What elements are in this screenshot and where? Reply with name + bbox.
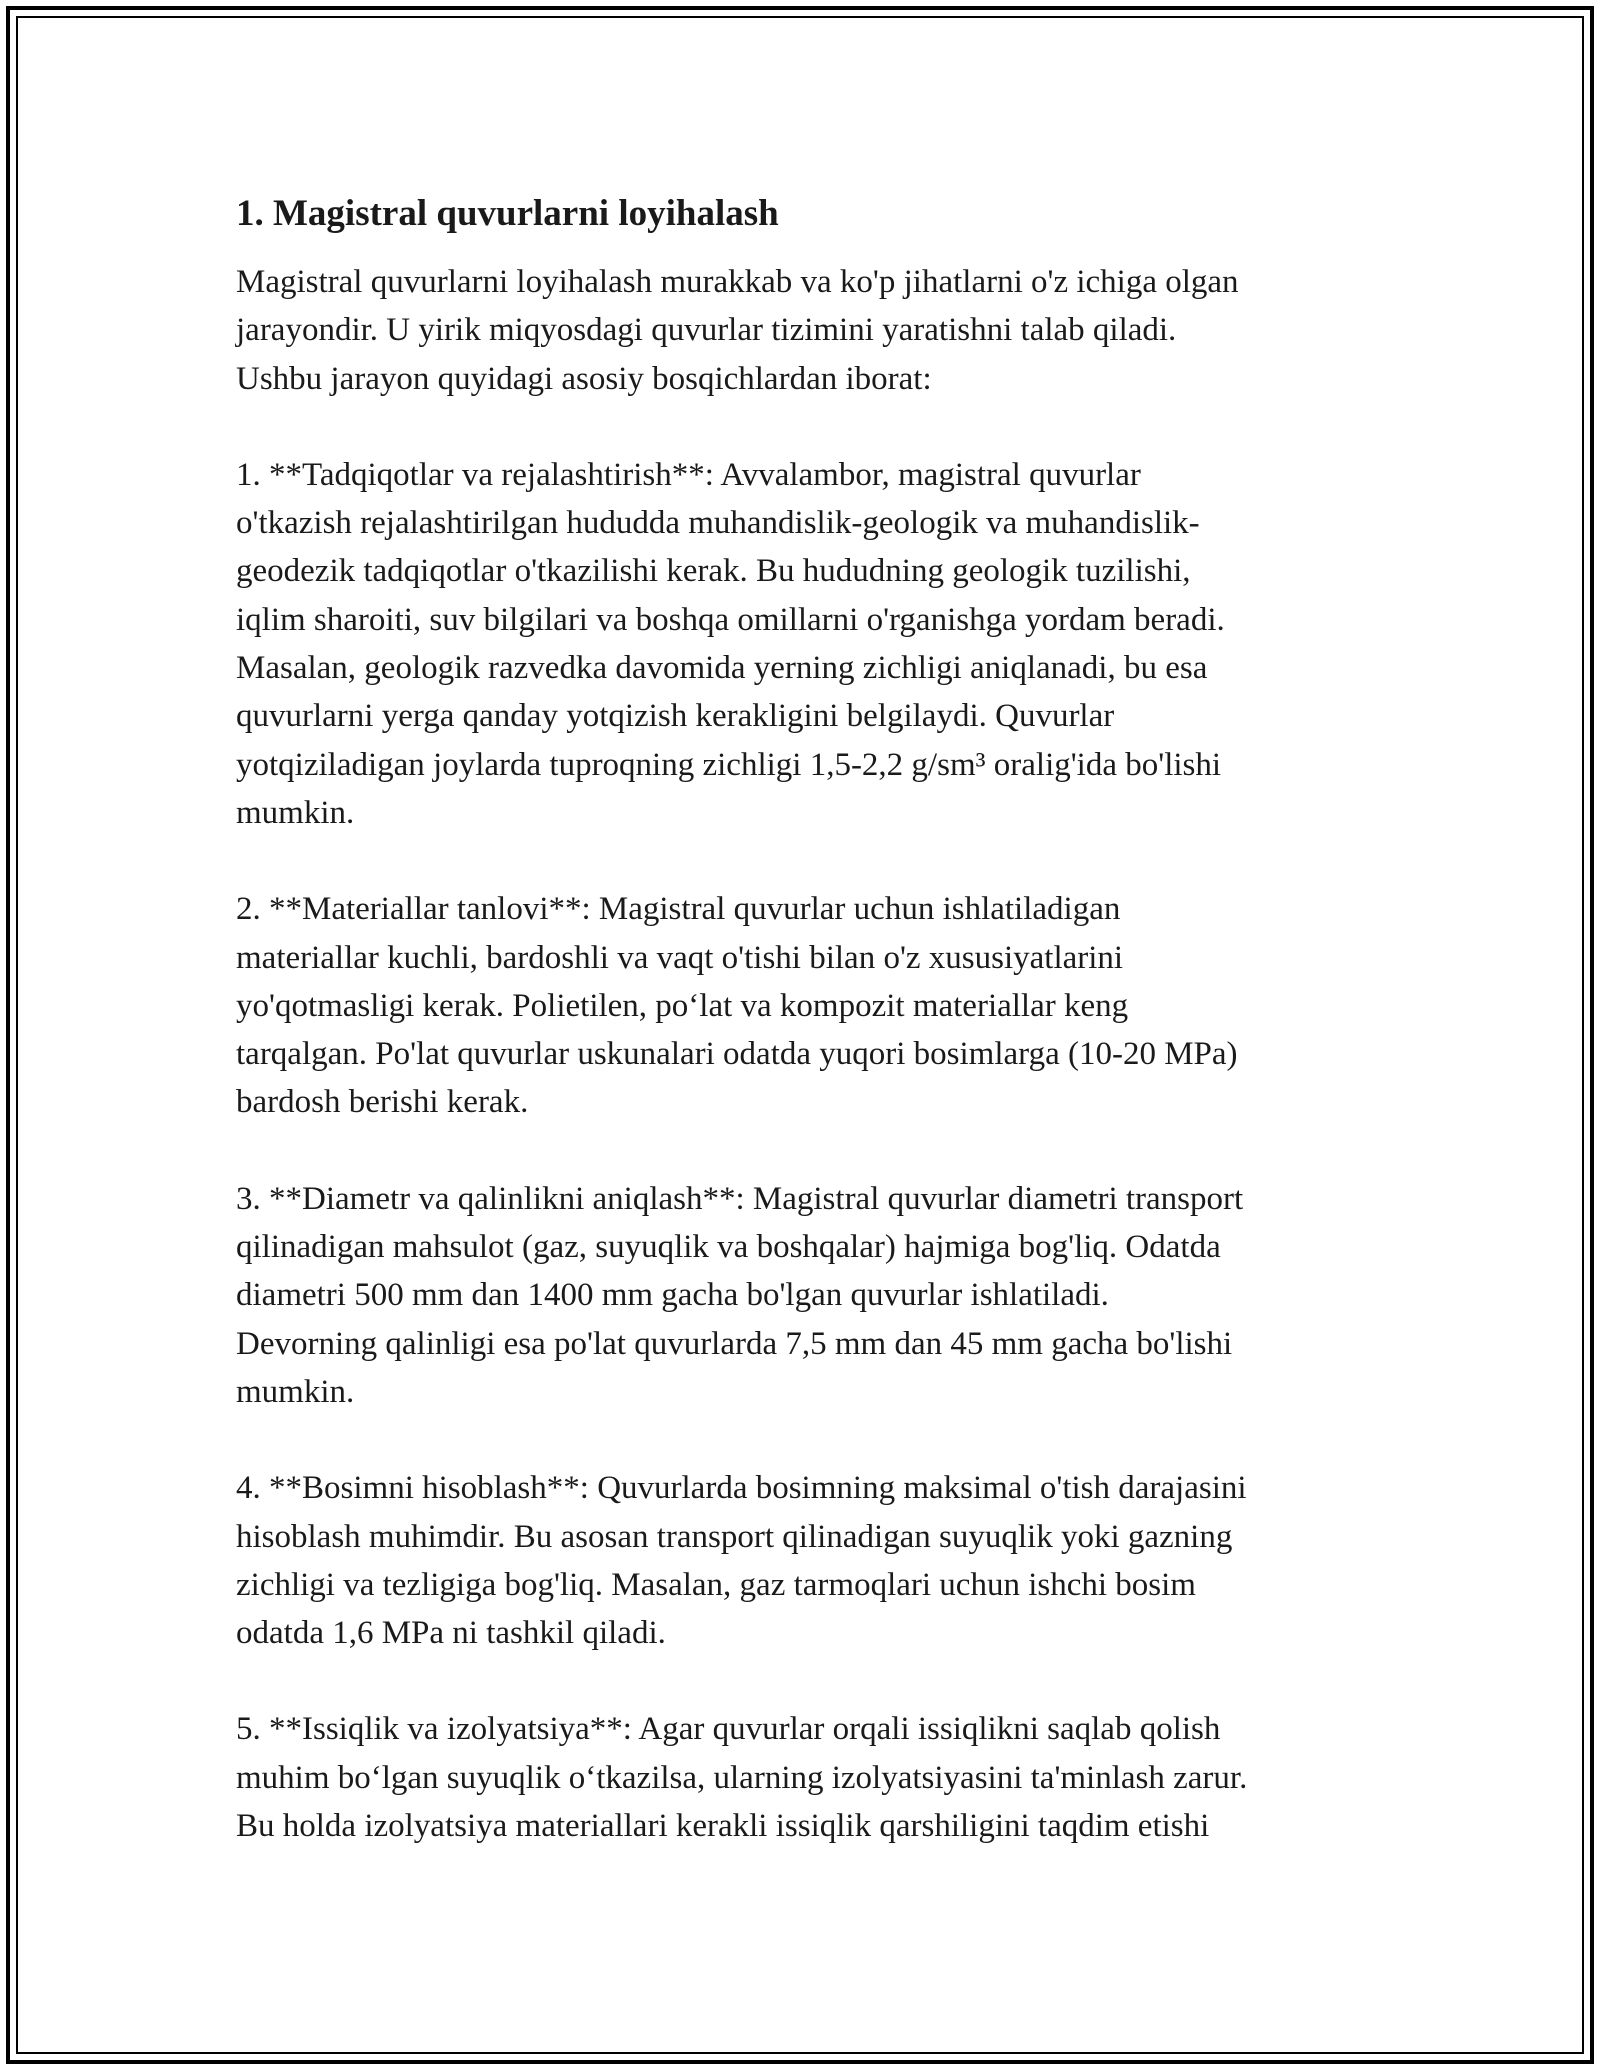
text-line: diametri 500 mm dan 1400 mm gacha bo'lgan quvurlar ishlatiladi. <box>236 1277 1109 1314</box>
text-line: Magistral quvurlarni loyihalash murakkab va ko'p jihatlarni o'z ichiga olgan <box>236 264 1239 300</box>
text-line: 3. **Diametr va qalinlikni aniqlash**: Magistral quvurlar diametri transport <box>236 1180 1244 1217</box>
text-line: quvurlarni yerga qanday yotqizish kerakligini belgilaydi. Quvurlar <box>236 698 1115 735</box>
text-line: 4. **Bosimni hisoblash**: Quvurlarda bosimning maksimal o'tish darajasini <box>236 1470 1247 1507</box>
text-line: zichligi va tezligiga bog'liq. Masalan, gaz tarmoqlari uchun ishchi bosim <box>236 1566 1196 1603</box>
text-line: Ushbu jarayon quyidagi asosiy bosqichlardan iborat: <box>236 360 932 397</box>
text-line: tarqalgan. Po'lat quvurlar uskunalari odatda yuqori bosimlarga (10-20 MPa) <box>236 1036 1238 1073</box>
text-line: iqlim sharoiti, suv bilgilari va boshqa omillarni o'rganishga yordam beradi. <box>236 601 1225 638</box>
section-heading: 1. Magistral quvurlarni loyihalash <box>236 193 779 234</box>
text-line: bardosh berishi kerak. <box>236 1084 529 1121</box>
text-line: hisoblash muhimdir. Bu asosan transport qilinadigan suyuqlik yoki gazning <box>236 1518 1233 1555</box>
text-line: yotqiziladigan joylarda tuproqning zichligi 1,5-2,2 g/sm³ oralig'ida bo'lishi <box>236 746 1222 783</box>
step-1-paragraph <box>236 451 1366 837</box>
step-5-paragraph <box>236 1705 1366 1850</box>
text-line: Masalan, geologik razvedka davomida yerning zichligi aniqlanadi, bu esa <box>236 650 1208 687</box>
text-line: odatda 1,6 MPa ni tashkil qiladi. <box>236 1615 666 1652</box>
text-line: 2. **Materiallar tanlovi**: Magistral quvurlar uchun ishlatiladigan <box>236 891 1121 928</box>
text-line: 1. **Tadqiqotlar va rejalashtirish**: Avvalambor, magistral quvurlar <box>236 456 1141 493</box>
step-3-paragraph <box>236 1175 1366 1416</box>
text-line: 5. **Issiqlik va izolyatsiya**: Agar quvurlar orqali issiqlikni saqlab qolish <box>236 1711 1221 1748</box>
document-body <box>236 182 1366 1898</box>
intro-paragraph <box>236 258 1366 403</box>
text-line: materiallar kuchli, bardoshli va vaqt o'tishi bilan o'z xususiyatlarini <box>236 939 1124 976</box>
text-line: Devorning qalinligi esa po'lat quvurlarda 7,5 mm dan 45 mm gacha bo'lishi <box>236 1325 1233 1362</box>
text-line: qilinadigan mahsulot (gaz, suyuqlik va boshqalar) hajmiga bog'liq. Odatda <box>236 1229 1221 1266</box>
text-line: geodezik tadqiqotlar o'tkazilishi kerak. Bu hududning geologik tuzilishi, <box>236 553 1191 590</box>
step-4-paragraph <box>236 1464 1366 1657</box>
text-line: muhim bo‘lgan suyuqlik o‘tkazilsa, ularning izolyatsiyasini ta'minlash zarur. <box>236 1759 1248 1796</box>
text-line: Bu holda izolyatsiya materiallari kerakli issiqlik qarshiligini taqdim etishi <box>236 1808 1210 1845</box>
text-line: mumkin. <box>236 794 355 831</box>
text-line: jarayondir. U yirik miqyosdagi quvurlar tizimini yaratishni talab qiladi. <box>236 312 1177 349</box>
text-line: yo'qotmasligi kerak. Polietilen, po‘lat va kompozit materiallar keng <box>236 987 1129 1024</box>
step-2-paragraph <box>236 885 1366 1126</box>
text-line: o'tkazish rejalashtirilgan hududda muhandislik-geologik va muhandislik- <box>236 505 1200 542</box>
text-line: mumkin. <box>236 1373 355 1410</box>
